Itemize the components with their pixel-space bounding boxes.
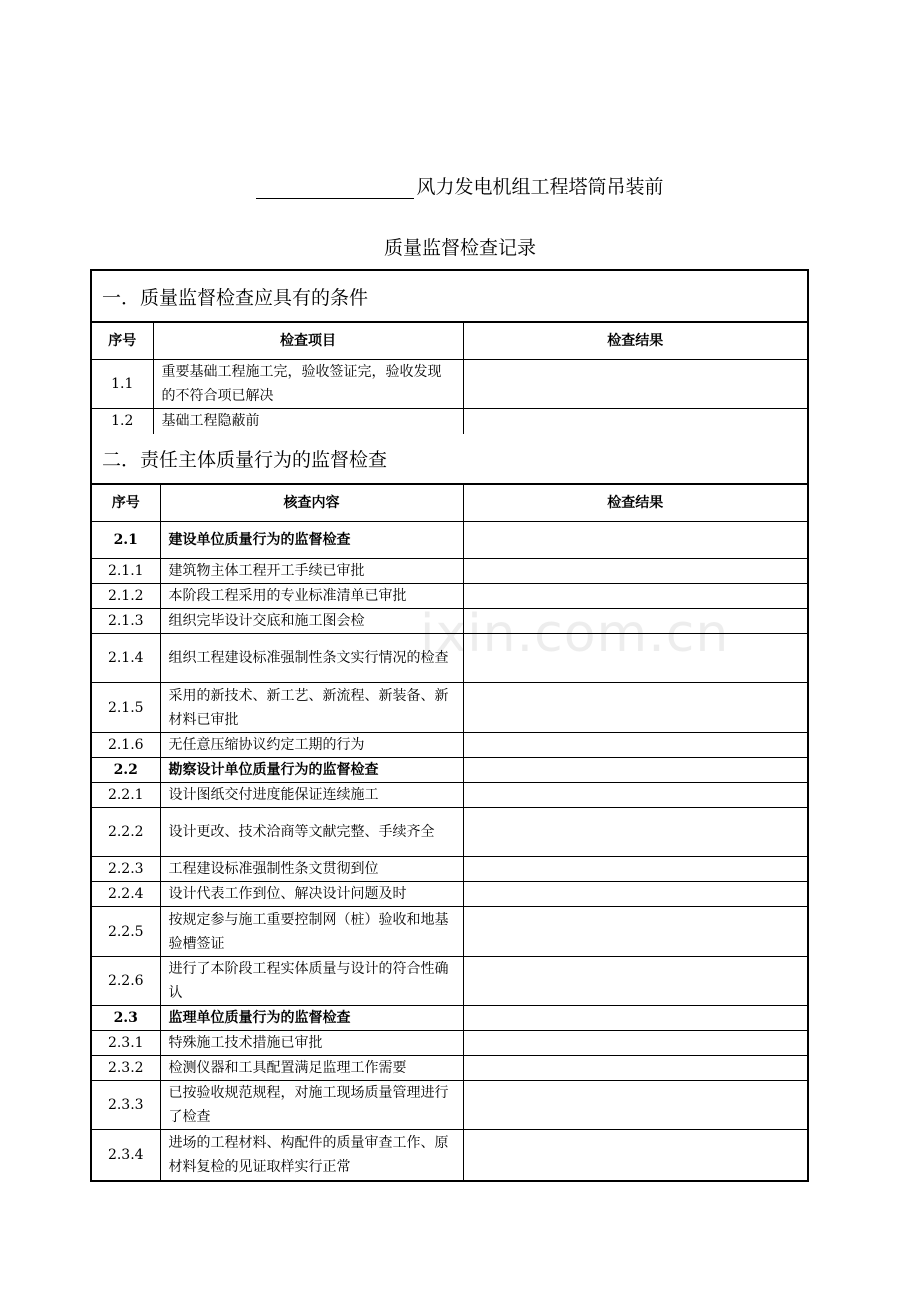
row-number: 2.2.6	[92, 957, 160, 1006]
row-number: 2.1.5	[92, 683, 160, 733]
row-result	[463, 522, 807, 559]
table-row	[92, 808, 807, 857]
table-row	[92, 683, 807, 733]
table-row	[92, 1006, 807, 1031]
row-item: 组织工程建设标准强制性条文实行情况的检查	[160, 634, 463, 683]
row-number: 2.3.2	[92, 1056, 160, 1081]
table-row	[92, 1031, 807, 1056]
row-item: 按规定参与施工重要控制网（桩）验收和地基验槽签证	[160, 907, 463, 957]
row-item: 监理单位质量行为的监督检查	[160, 1006, 463, 1031]
row-item: 组织完毕设计交底和施工图会检	[160, 609, 463, 634]
row-result	[463, 758, 807, 783]
row-number: 2.1.3	[92, 609, 160, 634]
row-item: 重要基础工程施工完，验收签证完，验收发现的不符合项已解决	[153, 360, 463, 409]
table-row	[92, 1081, 807, 1130]
row-item: 设计代表工作到位、解决设计问题及时	[160, 882, 463, 907]
row-result	[463, 683, 807, 733]
table-row	[92, 957, 807, 1006]
watermark: ixin.com.cn	[420, 604, 730, 664]
row-result	[463, 783, 807, 808]
row-result	[463, 907, 807, 957]
document-title-line2: 质量监督检查记录	[383, 237, 536, 259]
row-result	[463, 559, 807, 584]
row-item: 检测仪器和工具配置满足监理工作需要	[160, 1056, 463, 1081]
section2-heading: 二．责任主体质量行为的监督检查	[92, 434, 807, 484]
table-row	[92, 559, 807, 584]
section1-table	[92, 322, 807, 434]
row-result	[463, 882, 807, 907]
row-item: 特殊施工技术措施已审批	[160, 1031, 463, 1056]
row-result	[463, 808, 807, 857]
row-number: 2.3	[92, 1006, 160, 1031]
row-result	[463, 409, 807, 434]
row-number: 2.3.1	[92, 1031, 160, 1056]
table-header-row	[92, 323, 807, 360]
row-item: 本阶段工程采用的专业标准清单已审批	[160, 584, 463, 609]
number-header: 序号	[92, 323, 153, 360]
table-row	[92, 758, 807, 783]
row-item: 建设单位质量行为的监督检查	[160, 522, 463, 559]
row-result	[463, 360, 807, 409]
row-item: 设计图纸交付进度能保证连续施工	[160, 783, 463, 808]
table-row	[92, 409, 807, 434]
table-row	[92, 1056, 807, 1081]
row-number: 2.2.4	[92, 882, 160, 907]
row-item: 无任意压缩协议约定工期的行为	[160, 733, 463, 758]
table-row	[92, 522, 807, 559]
row-number: 2.1.4	[92, 634, 160, 683]
table-row	[92, 360, 807, 409]
section1-heading: 一．质量监督检查应具有的条件	[92, 271, 807, 322]
title-text: 风力发电机组工程塔筒吊装前	[416, 176, 664, 198]
table-row	[92, 1130, 807, 1180]
number-header: 序号	[92, 485, 160, 522]
row-result	[463, 957, 807, 1006]
row-item: 进行了本阶段工程实体质量与设计的符合性确认	[160, 957, 463, 1006]
row-number: 2.2.5	[92, 907, 160, 957]
item-header: 检查项目	[153, 323, 463, 360]
document-title-line1	[0, 172, 920, 199]
row-item: 工程建设标准强制性条文贯彻到位	[160, 857, 463, 882]
row-number: 2.1.2	[92, 584, 160, 609]
record-table	[90, 269, 809, 1182]
title-blank-underline	[256, 178, 414, 199]
table-row	[92, 907, 807, 957]
row-result	[463, 733, 807, 758]
row-item: 勘察设计单位质量行为的监督检查	[160, 758, 463, 783]
row-item: 进场的工程材料、构配件的质量审查工作、原材料复检的见证取样实行正常	[160, 1130, 463, 1180]
row-result	[463, 1031, 807, 1056]
row-number: 2.2.1	[92, 783, 160, 808]
row-number: 2.3.3	[92, 1081, 160, 1130]
result-header: 检查结果	[463, 485, 807, 522]
table-row	[92, 882, 807, 907]
section2-table	[92, 484, 807, 1180]
row-number: 2.2.3	[92, 857, 160, 882]
table-row	[92, 733, 807, 758]
item-header: 核查内容	[160, 485, 463, 522]
row-number: 2.1.1	[92, 559, 160, 584]
row-number: 2.2	[92, 758, 160, 783]
table-row	[92, 783, 807, 808]
row-result	[463, 857, 807, 882]
row-number: 1.1	[92, 360, 153, 409]
row-result	[463, 1006, 807, 1031]
row-number: 2.3.4	[92, 1130, 160, 1180]
row-item: 基础工程隐蔽前	[153, 409, 463, 434]
row-number: 2.1	[92, 522, 160, 559]
row-result	[463, 1081, 807, 1130]
row-number: 2.1.6	[92, 733, 160, 758]
row-item: 建筑物主体工程开工手续已审批	[160, 559, 463, 584]
table-row	[92, 857, 807, 882]
row-result	[463, 1056, 807, 1081]
row-result	[463, 1130, 807, 1180]
row-item: 已按验收规范规程，对施工现场质量管理进行了检查	[160, 1081, 463, 1130]
table-header-row	[92, 485, 807, 522]
row-item: 采用的新技术、新工艺、新流程、新装备、新材料已审批	[160, 683, 463, 733]
row-number: 2.2.2	[92, 808, 160, 857]
row-item: 设计更改、技术洽商等文献完整、手续齐全	[160, 808, 463, 857]
result-header: 检查结果	[463, 323, 807, 360]
row-number: 1.2	[92, 409, 153, 434]
